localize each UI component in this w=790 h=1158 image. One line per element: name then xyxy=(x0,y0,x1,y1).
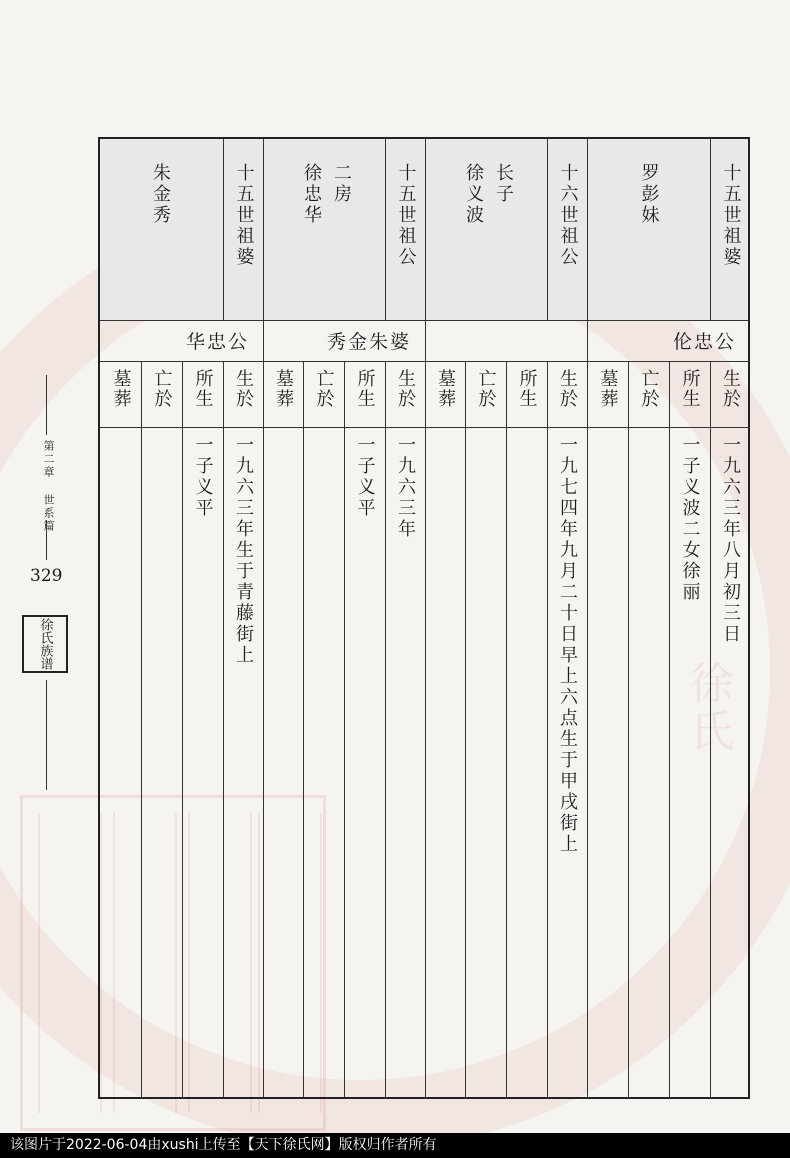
column-rule xyxy=(303,361,304,1097)
label-text: 所生 xyxy=(679,369,701,409)
person-cell xyxy=(291,139,331,320)
person-group xyxy=(263,139,425,1097)
genealogy-logo xyxy=(22,615,68,673)
label-text: 所生 xyxy=(516,369,538,409)
column-rule xyxy=(506,361,507,1097)
spouse-name: 伦忠公 xyxy=(672,331,736,353)
children-value: 一子义波二女徐丽 xyxy=(679,435,701,603)
birth-value-cell xyxy=(710,435,750,645)
label-death xyxy=(141,361,182,427)
label-burial xyxy=(100,361,141,427)
person-cell xyxy=(453,139,493,320)
label-burial xyxy=(263,361,303,427)
generation-cell xyxy=(223,139,263,320)
birth-value-cell xyxy=(547,435,587,855)
label-text: 亡於 xyxy=(638,369,660,409)
margin-rule-mid xyxy=(46,520,47,560)
label-children xyxy=(182,361,223,427)
spouse-name-row xyxy=(587,320,750,362)
person-group xyxy=(587,139,750,1097)
person-name: 徐忠华 xyxy=(301,163,322,226)
label-text: 生於 xyxy=(233,369,254,409)
person-cell xyxy=(587,139,710,320)
person-relation: 二房 xyxy=(331,163,352,205)
children-value-cell xyxy=(344,435,385,519)
children-value: 一子义平 xyxy=(192,435,214,519)
person-group xyxy=(425,139,587,1097)
page-number: 329 xyxy=(30,566,63,586)
generation-cell xyxy=(385,139,425,320)
label-text: 墓葬 xyxy=(597,369,619,409)
column-rule xyxy=(465,361,466,1097)
label-text: 生於 xyxy=(720,369,741,409)
label-death xyxy=(303,361,344,427)
margin-rule-top xyxy=(46,375,47,435)
label-burial xyxy=(587,361,628,427)
logo-text: 徐氏族谱 xyxy=(37,618,53,670)
label-text: 墓葬 xyxy=(273,369,294,409)
label-birth xyxy=(223,361,263,427)
children-value-cell xyxy=(182,435,223,519)
label-text: 所生 xyxy=(354,369,376,409)
column-rule xyxy=(628,361,629,1097)
label-burial xyxy=(425,361,465,427)
generation-title: 十五世祖公 xyxy=(395,163,417,268)
group-divider xyxy=(425,139,426,1097)
label-text: 亡於 xyxy=(151,369,173,409)
person-cell xyxy=(140,139,180,320)
birth-value-cell xyxy=(223,435,263,666)
label-text: 亡於 xyxy=(475,369,497,409)
label-text: 所生 xyxy=(192,369,214,409)
group-divider xyxy=(587,139,588,1097)
generation-title: 十六世祖公 xyxy=(557,163,579,268)
label-death xyxy=(628,361,669,427)
label-text: 墓葬 xyxy=(435,369,456,409)
generation-title: 十五世祖婆 xyxy=(233,163,255,268)
upload-footer: 该图片于2022-06-04由xushi上传至【天下徐氏网】版权归作者所有 xyxy=(0,1133,790,1158)
label-birth xyxy=(547,361,587,427)
label-children xyxy=(344,361,385,427)
label-birth xyxy=(710,361,750,427)
label-death xyxy=(465,361,506,427)
label-text: 亡於 xyxy=(313,369,335,409)
label-text: 生於 xyxy=(557,369,578,409)
person-name: 徐义波 xyxy=(463,163,484,226)
genealogy-table xyxy=(98,137,750,1099)
label-text: 生於 xyxy=(395,369,416,409)
label-text: 墓葬 xyxy=(110,369,132,409)
birth-value: 一九七四年九月二十日早上六点生于甲戌街上 xyxy=(557,435,578,855)
person-name: 朱金秀 xyxy=(150,163,171,226)
spouse-name-row xyxy=(263,320,425,362)
person-relation: 长子 xyxy=(493,163,514,205)
generation-cell xyxy=(710,139,750,320)
spouse-name: 华忠公 xyxy=(185,331,249,353)
spouse-name-row xyxy=(425,320,587,362)
children-value: 一子义平 xyxy=(354,435,376,519)
spouse-name: 秀金朱婆 xyxy=(326,331,411,353)
column-rule xyxy=(141,361,142,1097)
chapter-label: 第二章 世系篇 xyxy=(42,440,55,533)
spouse-name-row xyxy=(100,320,263,362)
generation-title: 十五世祖婆 xyxy=(720,163,742,268)
watermark-text: 徐氏 xyxy=(682,660,733,756)
birth-value: 一九六三年生于青藤街上 xyxy=(233,435,254,666)
birth-value: 一九六三年 xyxy=(395,435,416,540)
children-value-cell xyxy=(669,435,710,603)
generation-cell xyxy=(547,139,587,320)
group-divider xyxy=(263,139,264,1097)
label-children xyxy=(506,361,547,427)
person-name: 罗彭妹 xyxy=(638,163,660,226)
label-children xyxy=(669,361,710,427)
person-group xyxy=(100,139,263,1097)
birth-value: 一九六三年八月初三日 xyxy=(720,435,741,645)
birth-value-cell xyxy=(385,435,425,540)
margin-rule-bottom xyxy=(46,680,47,790)
label-birth xyxy=(385,361,425,427)
